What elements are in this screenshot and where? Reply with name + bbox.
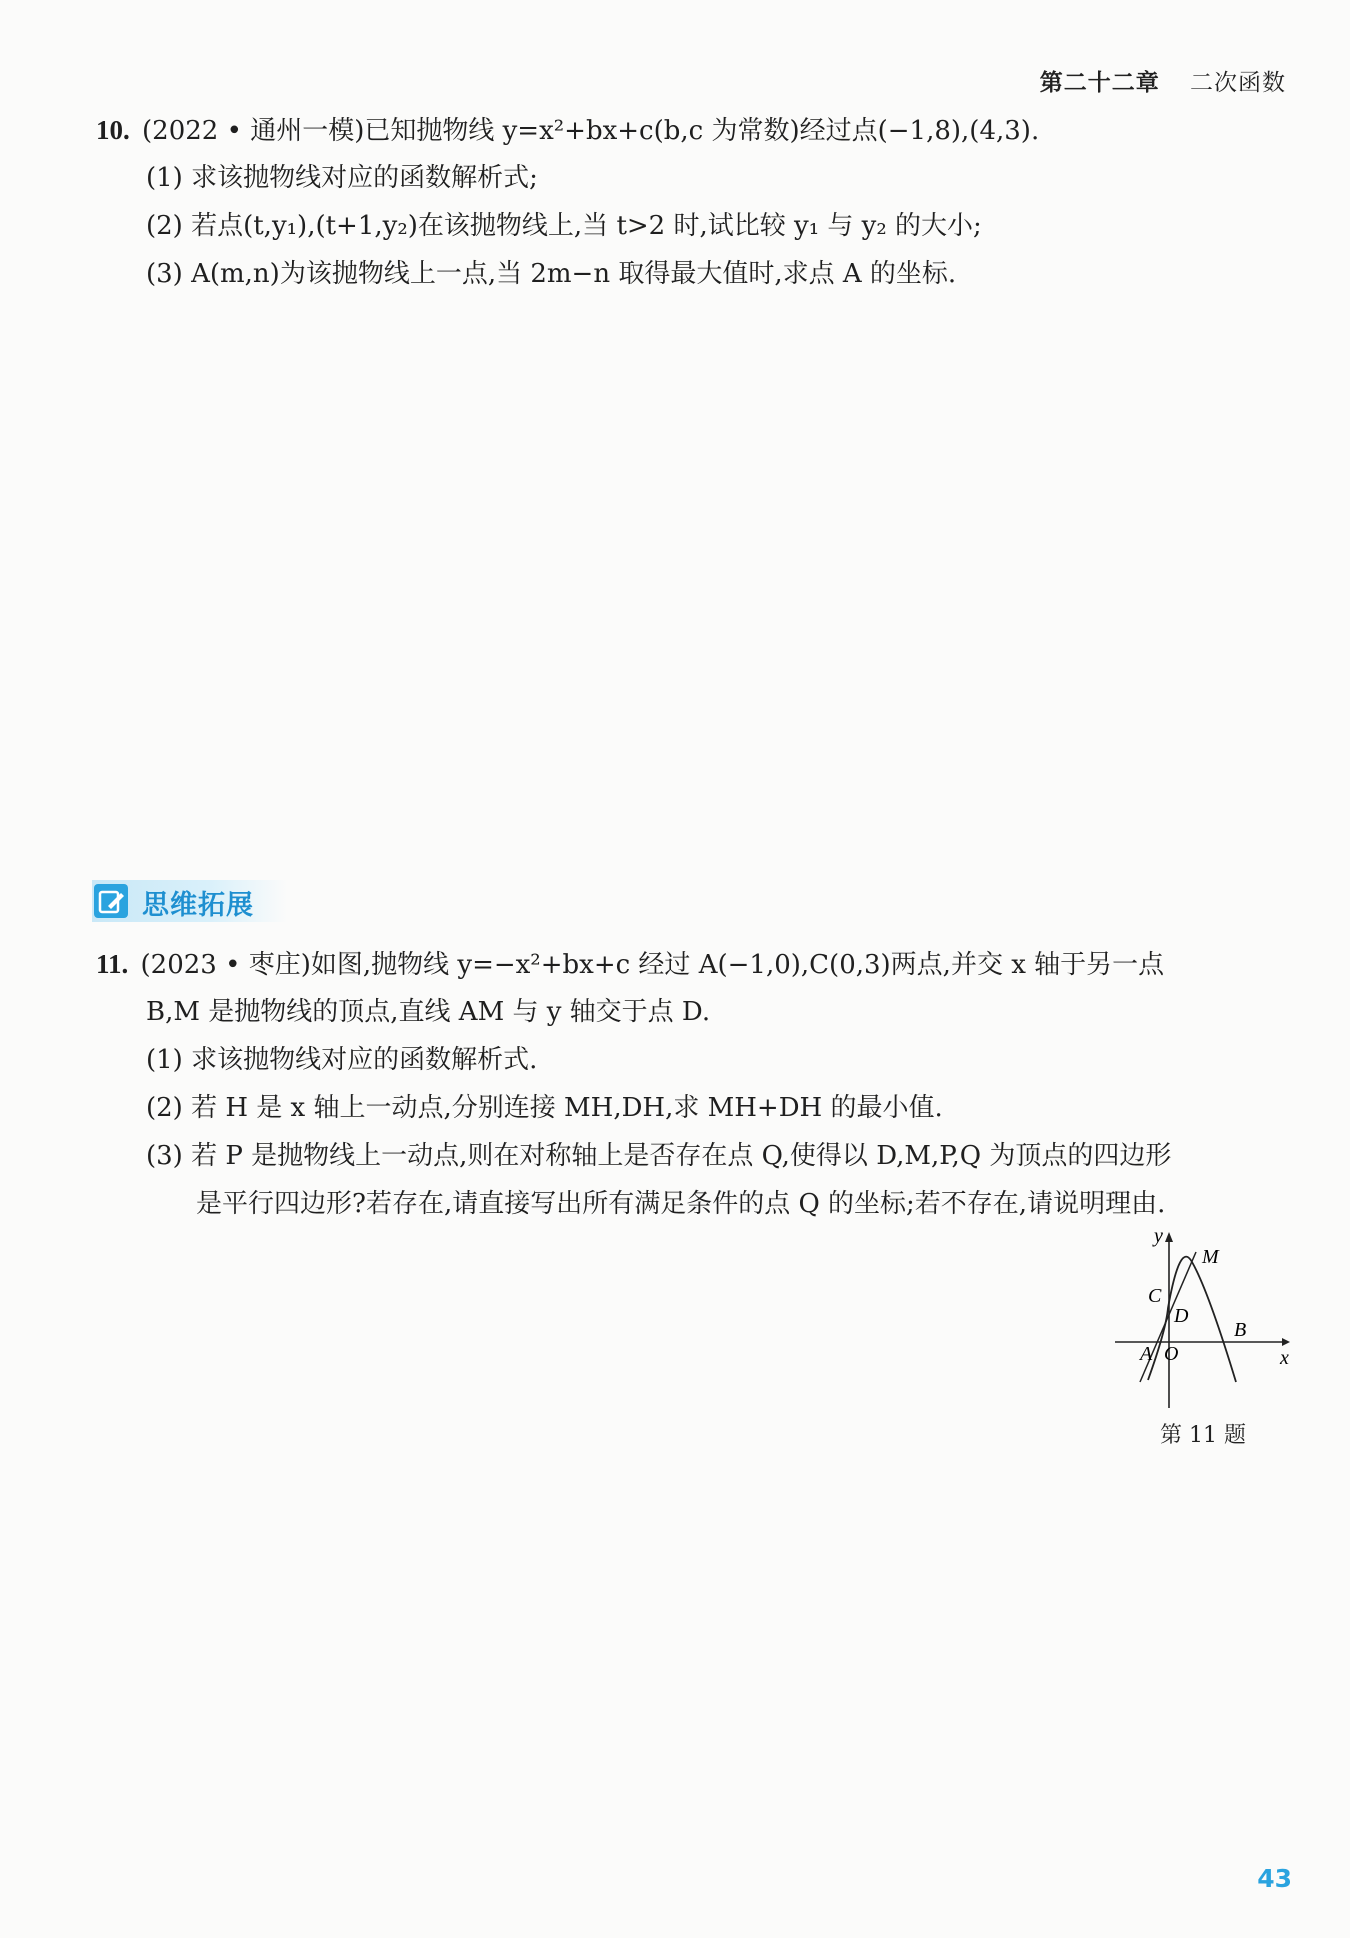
label-d: D: [1174, 1305, 1189, 1327]
q10-part3: (3) A(m,n)为该抛物线上一点,当 2m−n 取得最大值时,求点 A 的坐标.: [146, 259, 957, 289]
label-x: x: [1280, 1347, 1289, 1369]
x-axis-arrow: [1282, 1338, 1290, 1346]
running-header: [1040, 64, 1286, 97]
q11-part1: (1) 求该抛物线对应的函数解析式.: [146, 1045, 538, 1075]
page-number: 43: [1257, 1864, 1292, 1893]
q10-number: 10.: [96, 115, 130, 145]
chapter-title: 二次函数: [1190, 70, 1286, 96]
q11-part3-line2: 是平行四边形?若存在,请直接写出所有满足条件的点 Q 的坐标;若不存在,请说明理由.: [196, 1189, 1166, 1219]
q11-stem-1: (2023 • 枣庄)如图,抛物线 y=−x²+bx+c 经过 A(−1,0),C(0,3)两点,并交 x 轴于另一点: [140, 950, 1165, 980]
q10-part2: (2) 若点(t,y₁),(t+1,y₂)在该抛物线上,当 t>2 时,试比较 y₁ 与 y₂ 的大小;: [146, 211, 982, 241]
q11-figure: [1110, 1230, 1290, 1410]
q11-part3-line1: (3) 若 P 是抛物线上一动点,则在对称轴上是否存在点 Q,使得以 D,M,P,Q 为顶点的四边形: [146, 1141, 1172, 1171]
label-y: y: [1154, 1230, 1163, 1247]
pencil-note-icon: [94, 884, 128, 918]
label-a: A: [1140, 1343, 1153, 1365]
parabola-curve: [1148, 1257, 1236, 1382]
q11-stem-line2: B,M 是抛物线的顶点,直线 AM 与 y 轴交于点 D.: [146, 997, 711, 1027]
section-title: 思维拓展: [142, 890, 254, 921]
q11-stem-line1: [96, 946, 1164, 983]
y-axis-arrow: [1165, 1232, 1173, 1242]
section-banner: [92, 880, 287, 922]
q10-stem: (2022 • 通州一模)已知抛物线 y=x²+bx+c(b,c 为常数)经过点(−1,8),(4,3).: [142, 116, 1040, 146]
label-b: B: [1234, 1319, 1247, 1341]
q10-part1: (1) 求该抛物线对应的函数解析式;: [146, 163, 538, 193]
label-c: C: [1148, 1285, 1162, 1307]
chapter-label: 第二十二章: [1039, 70, 1160, 96]
q10-stem-line: [96, 112, 1039, 149]
label-m: M: [1202, 1246, 1219, 1268]
q11-part2: (2) 若 H 是 x 轴上一动点,分别连接 MH,DH,求 MH+DH 的最小值.: [146, 1093, 943, 1123]
q11-number: 11.: [96, 949, 129, 979]
figure-caption: 第 11 题: [1160, 1423, 1246, 1448]
label-o: O: [1164, 1343, 1179, 1365]
